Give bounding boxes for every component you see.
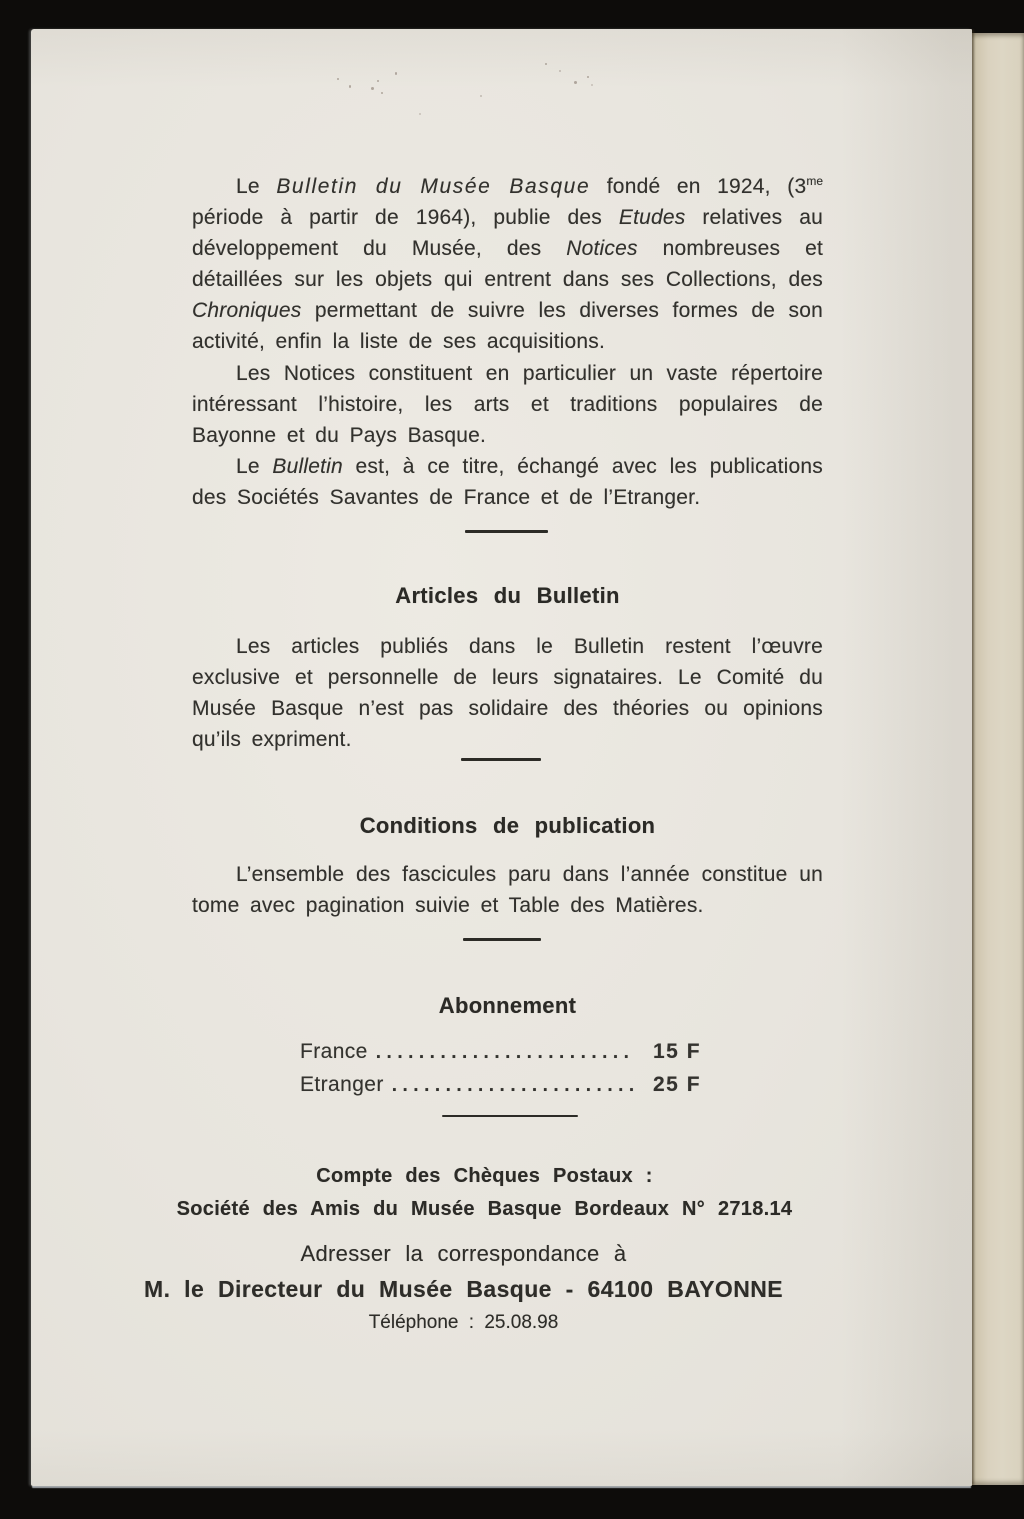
scan-speck [419,113,421,115]
subscription-country: France [300,1040,368,1063]
correspondence-block [101,1241,826,1334]
subscription-country: Etranger [300,1073,384,1096]
scan-speck [381,92,383,94]
text-run: Le [236,175,277,198]
postal-account-number: Société des Amis du Musée Basque Bordeaux N° 2718.14 [176,1198,793,1220]
section-divider [463,938,541,941]
scan-speck [480,95,482,97]
telephone-line: Téléphone : 25.08.98 [368,1312,559,1333]
scan-speck [337,78,339,80]
text-run: permettant de suivre les diverses formes de son activité, enfin la liste de ses acquisitions. [192,299,823,353]
postal-account-label: Compte des Chèques Postaux : [316,1165,653,1187]
section-divider [442,1115,578,1117]
journal-title-italic: Bulletin du Musée Basque [276,175,591,198]
dot-leader: ....................... [391,1075,640,1096]
italic-word: Notices [566,237,638,260]
abonnement-heading: Abonnement [438,993,577,1018]
scan-speck [545,63,547,65]
italic-word: Bulletin [272,455,343,478]
dot-leader: ........................ [375,1042,635,1063]
text-run: fondé en 1924, (3 [590,175,807,198]
text-run: est, à ce titre, échangé avec les publications des Sociétés Savantes de France et de l’Etranger. [192,455,824,509]
next-page-edge [969,33,1024,1485]
scan-speck [371,87,374,90]
italic-word: Etudes [618,206,686,229]
superscript: me [806,174,824,188]
text-run: nombreuses et détaillées sur les objets qui entrent dans ses Collections, des [192,237,823,291]
bulletin-page [31,29,972,1486]
text-run: relatives au développement du Musée, des [192,206,823,260]
subscription-row-etranger [300,1073,717,1097]
postal-account-block [131,1160,838,1226]
section-divider [465,530,548,533]
text-run: Le [236,455,273,478]
subscription-price: 25 F [653,1073,702,1096]
conditions-heading: Conditions de publication [359,813,656,838]
correspondence-intro: Adresser la correspondance à [300,1241,627,1266]
section-divider [461,758,541,761]
scan-speck [395,72,397,75]
articles-paragraph: Les articles publiés dans le Bulletin restent l’œuvre exclusive et personnelle de leurs signataires. Le Comité du Musée Basque n’est pas solidaire des théories ou opinions qu’ils expriment. [192,635,823,751]
articles-heading: Articles du Bulletin [395,583,620,608]
scan-speck [377,80,379,82]
scan-speck [559,70,561,72]
scan-speck [587,76,589,78]
subscription-price: 15 F [653,1040,702,1063]
scan-speck [349,85,351,88]
scan-speck [574,81,577,84]
text-run: période à partir de 1964), publie des [192,206,619,229]
subscription-row-france [300,1040,717,1064]
intro-paragraph-3 [192,451,823,513]
intro-paragraph-1 [192,166,823,357]
correspondence-address: M. le Directeur du Musée Basque - 64100 BAYONNE [144,1276,783,1302]
intro-paragraph-2: Les Notices constituent en particulier un vaste répertoire intéressant l’histoire, les arts et traditions populaires de Bayonne et du Pays Basque. [192,362,823,447]
italic-word: Chroniques [192,299,302,322]
conditions-paragraph: L’ensemble des fascicules paru dans l’année constitue un tome avec pagination suivie et Table des Matières. [192,863,823,917]
scan-speck [591,84,593,86]
